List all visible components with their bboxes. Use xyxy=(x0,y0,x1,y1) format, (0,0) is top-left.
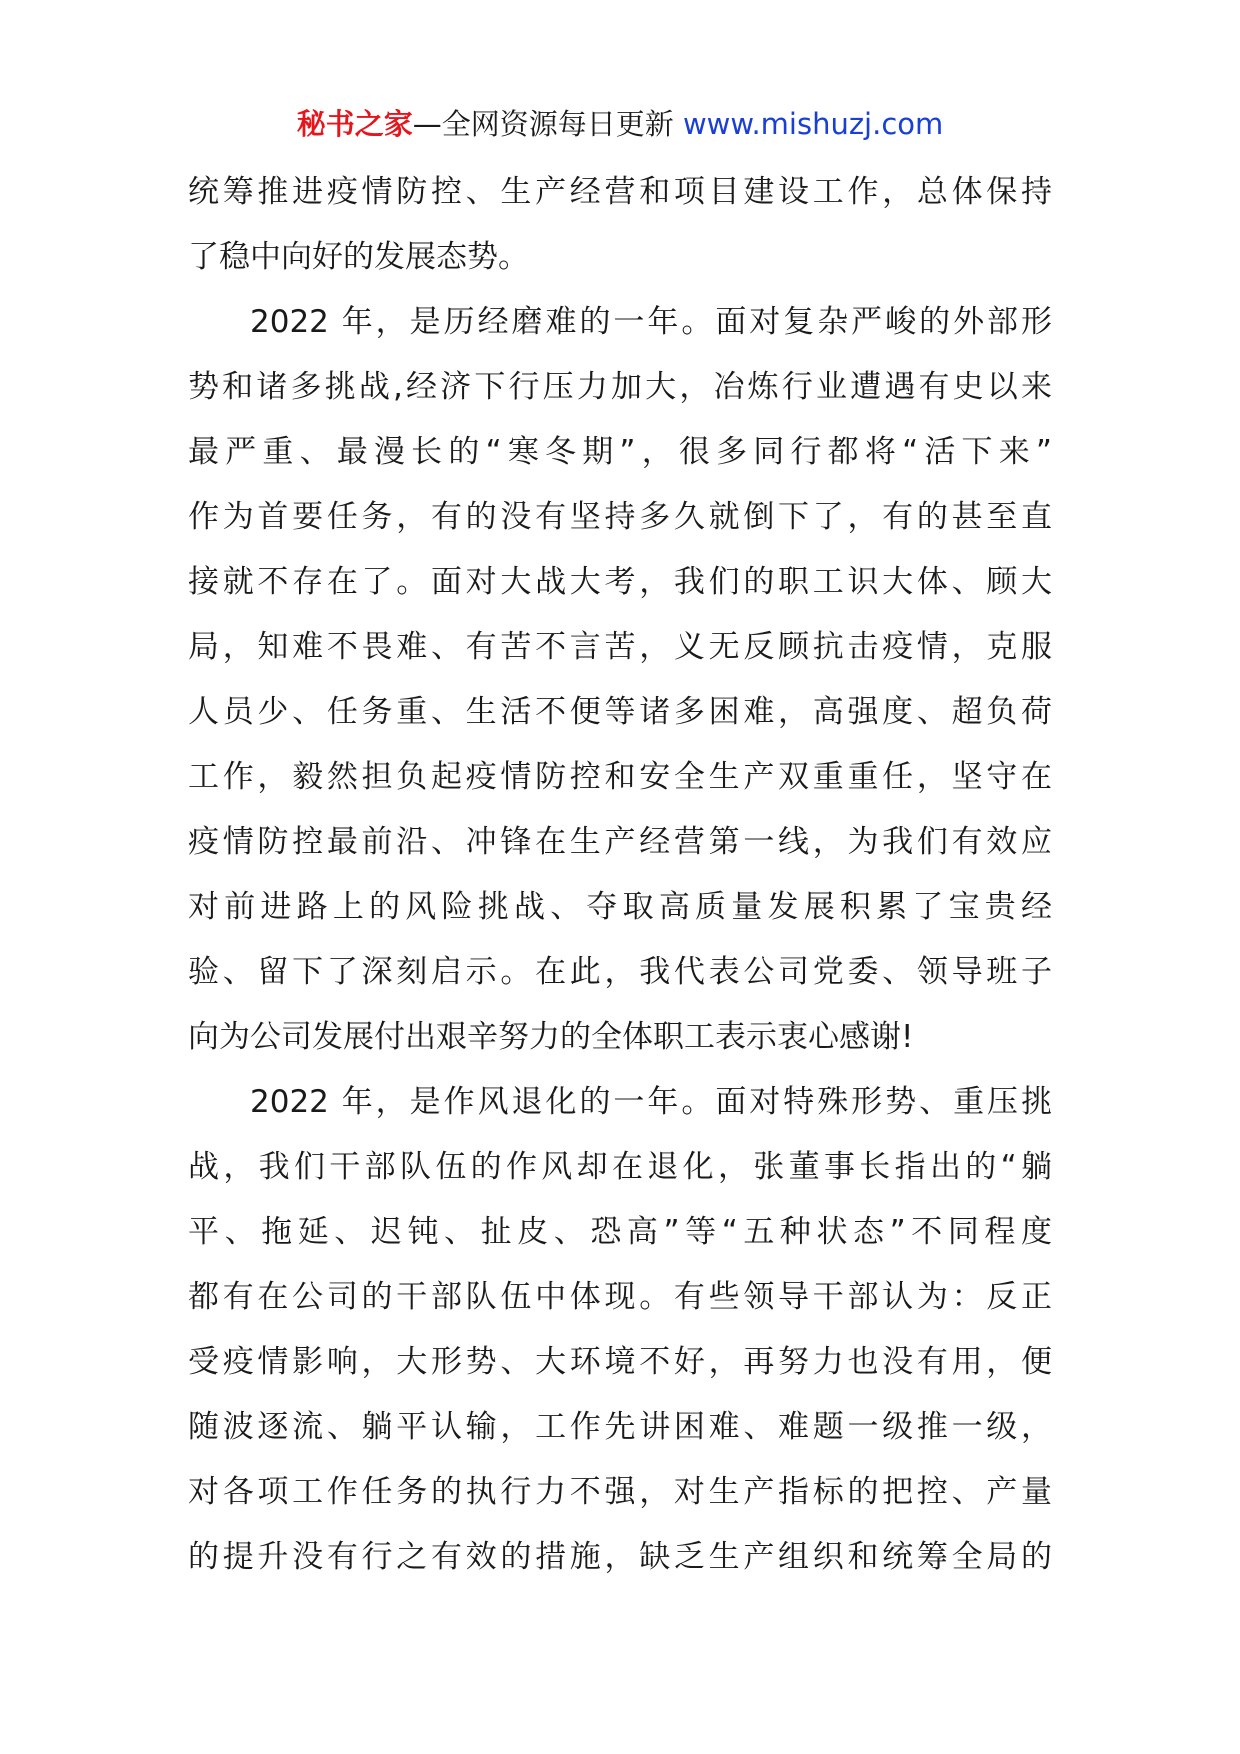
text-line: 对各项工作任务的执行力不强，对生产指标的把控、产量 xyxy=(188,1474,1052,1510)
site-brand: 秘书之家 xyxy=(296,107,413,141)
document-body xyxy=(188,160,1052,1590)
text-line: 2022 年，是历经磨难的一年。面对复杂严峻的外部形 xyxy=(250,304,1052,340)
text-line: 验、留下了深刻启示。在此，我代表公司党委、领导班子 xyxy=(188,954,1052,990)
text-line: 统筹推进疫情防控、生产经营和项目建设工作，总体保持 xyxy=(188,174,1052,210)
text-line: 的提升没有行之有效的措施，缺乏生产组织和统筹全局的 xyxy=(188,1539,1052,1575)
text-line: 都有在公司的干部队伍中体现。有些领导干部认为：反正 xyxy=(188,1279,1052,1315)
text-line: 了稳中向好的发展态势。 xyxy=(188,239,529,275)
text-line: 局，知难不畏难、有苦不言苦，义无反顾抗击疫情，克服 xyxy=(188,629,1052,665)
text-line: 对前进路上的风险挑战、夺取高质量发展积累了宝贵经 xyxy=(188,889,1052,925)
text-line: 2022 年，是作风退化的一年。面对特殊形势、重压挑 xyxy=(250,1084,1052,1120)
text-line: 人员少、任务重、生活不便等诸多困难，高强度、超负荷 xyxy=(188,694,1052,730)
text-line: 受疫情影响，大形势、大环境不好，再努力也没有用，便 xyxy=(188,1344,1052,1380)
site-tagline: —全网资源每日更新 xyxy=(412,107,683,141)
text-line: 最严重、最漫长的“寒冬期”，很多同行都将“活下来” xyxy=(188,434,1052,470)
text-line: 平、拖延、迟钝、扯皮、恐高”等“五种状态”不同程度 xyxy=(188,1214,1052,1250)
paragraph xyxy=(188,1070,1052,1590)
text-line: 接就不存在了。面对大战大考，我们的职工识大体、顾大 xyxy=(188,564,1052,600)
text-line: 随波逐流、躺平认输，工作先讲困难、难题一级推一级， xyxy=(188,1409,1052,1445)
text-line: 工作，毅然担负起疫情防控和安全生产双重重任，坚守在 xyxy=(188,759,1052,795)
paragraph xyxy=(188,290,1052,1070)
text-line: 疫情防控最前沿、冲锋在生产经营第一线，为我们有效应 xyxy=(188,824,1052,860)
text-line: 战，我们干部队伍的作风却在退化，张董事长指出的“躺 xyxy=(188,1149,1052,1185)
text-line: 作为首要任务，有的没有坚持多久就倒下了，有的甚至直 xyxy=(188,499,1052,535)
paragraph xyxy=(188,160,1052,290)
site-url[interactable]: www.mishuzj.com xyxy=(682,107,944,141)
text-line: 势和诸多挑战,经济下行压力加大，冶炼行业遭遇有史以来 xyxy=(188,369,1052,405)
text-line: 向为公司发展付出艰辛努力的全体职工表示衷心感谢! xyxy=(188,1019,914,1055)
site-header xyxy=(0,104,1240,144)
